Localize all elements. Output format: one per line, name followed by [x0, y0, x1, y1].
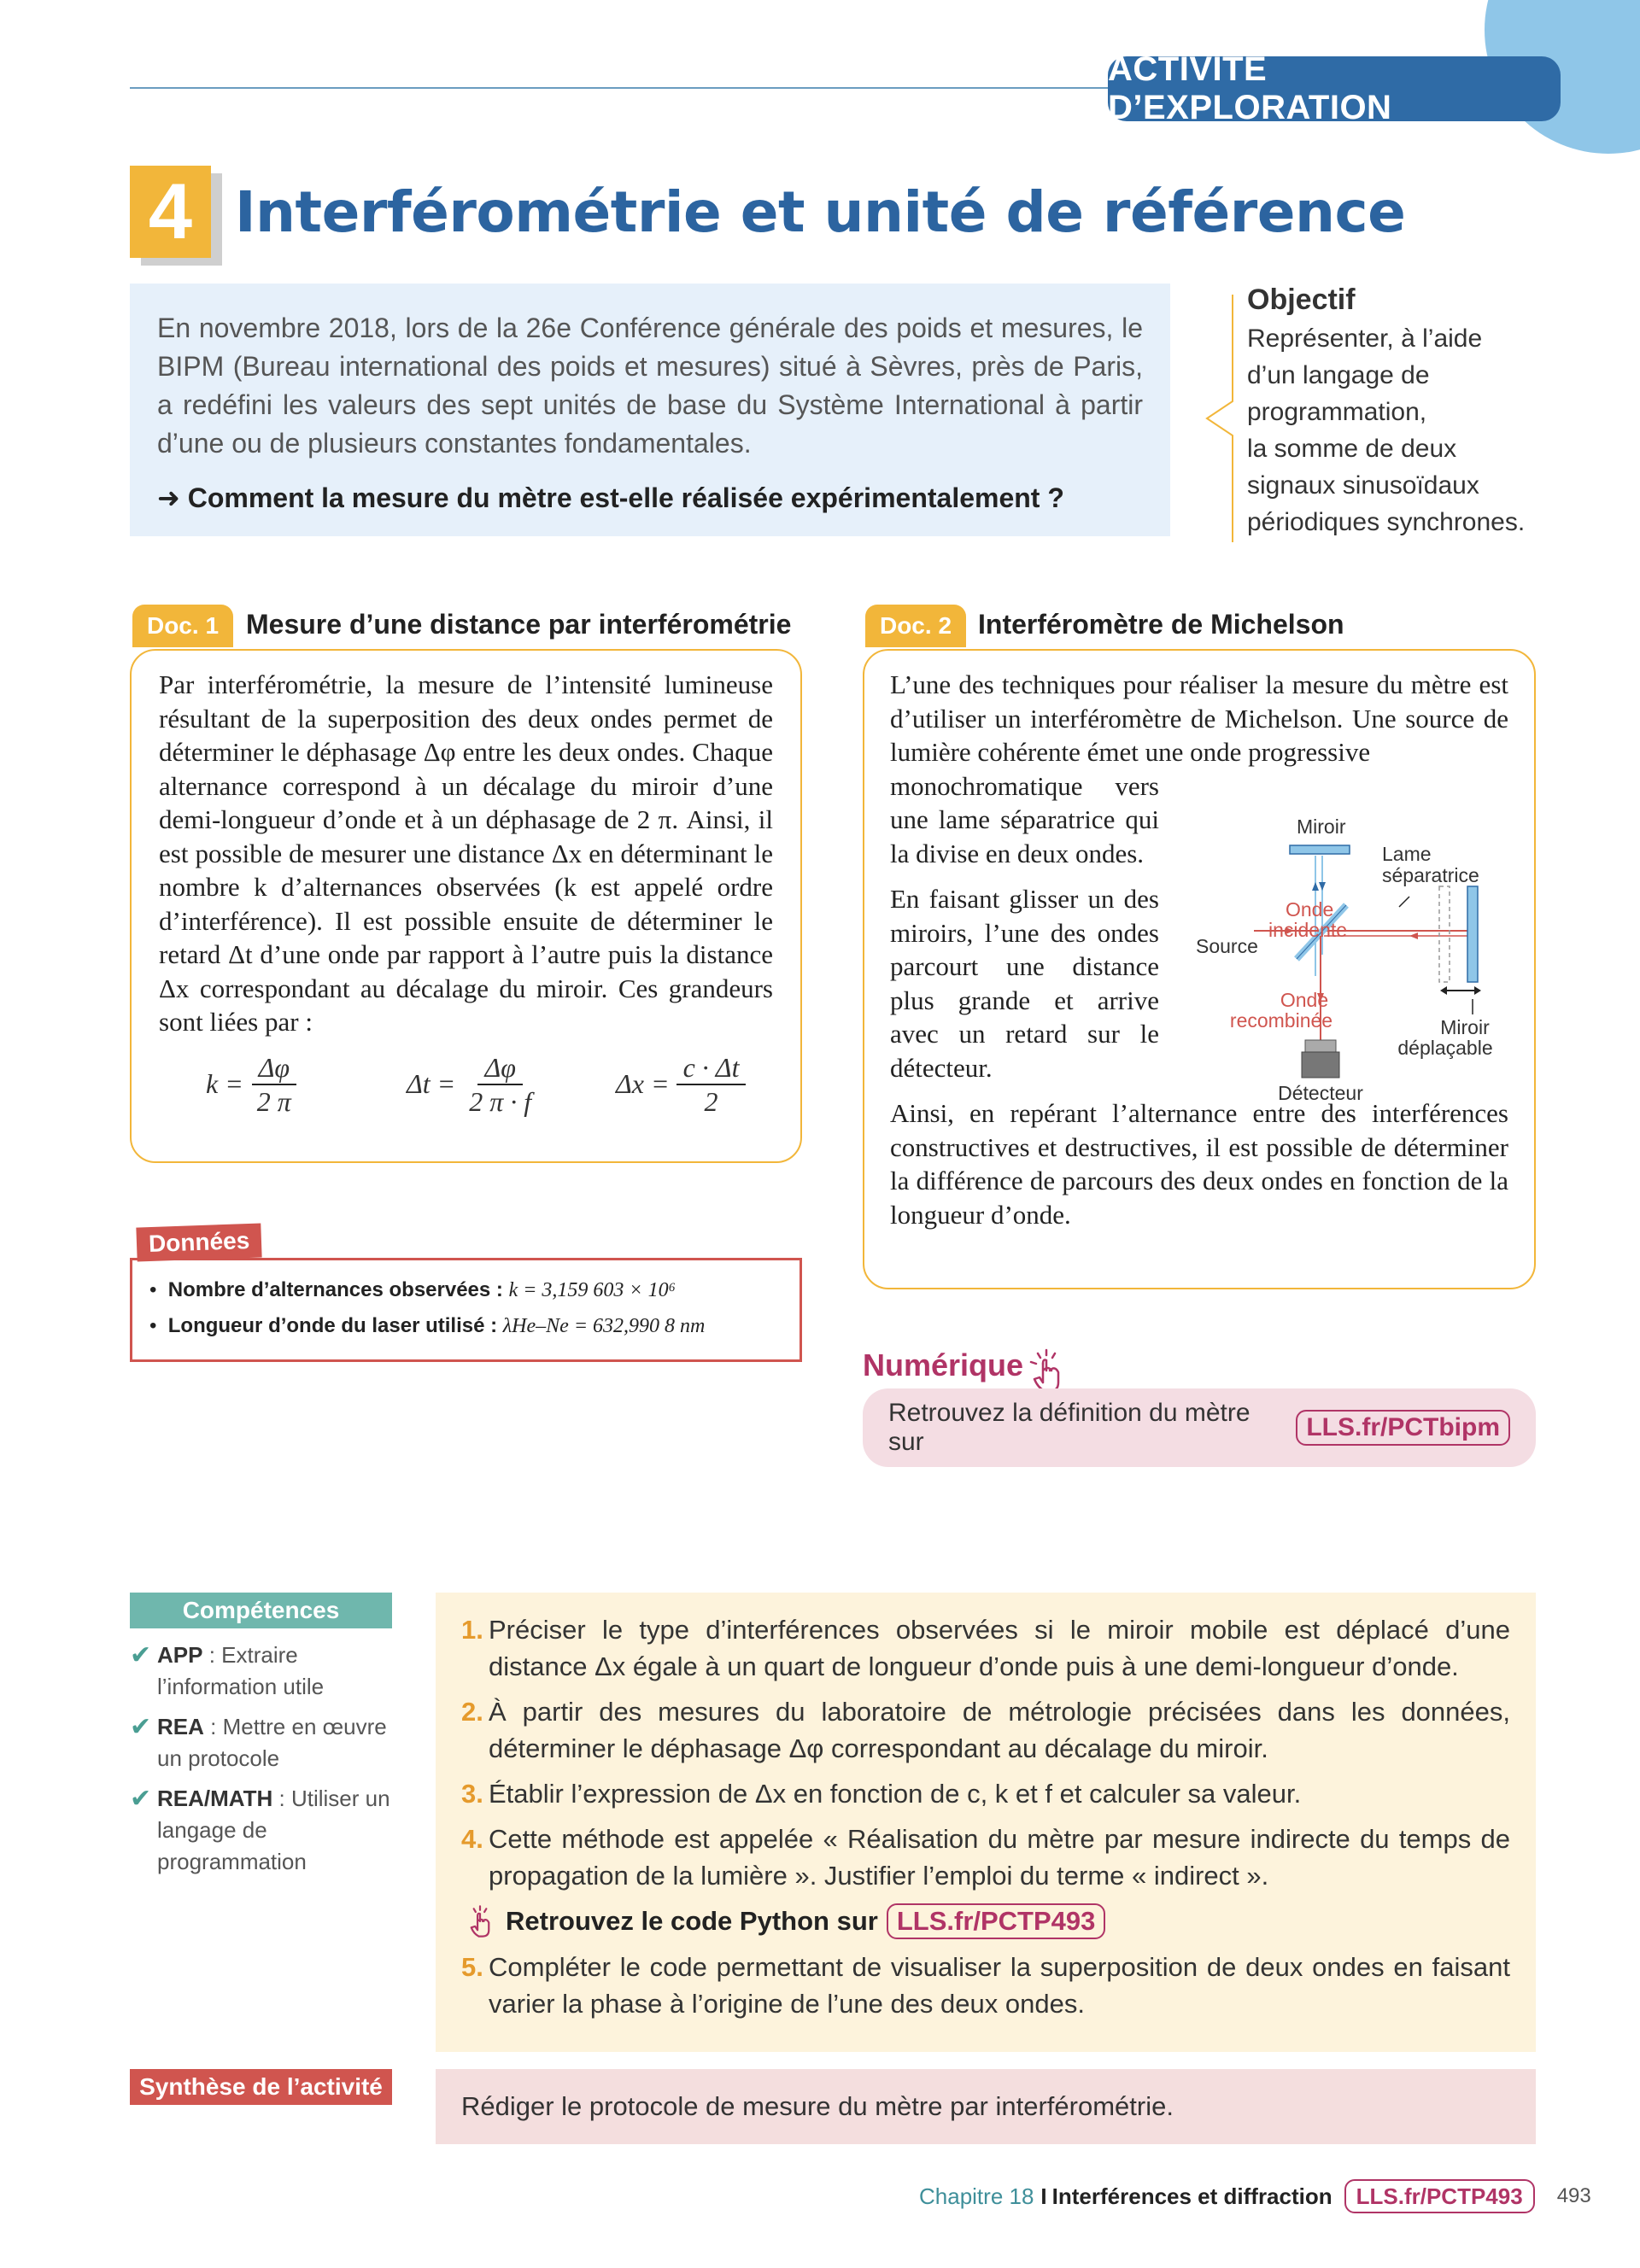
question-text: Compléter le code permettant de visualiser la superposition de deux ondes en faisant varier la phase à l’origine de l’une des deux ondes. — [489, 1952, 1510, 2019]
label-movable-mirror-1: Miroir — [1440, 1016, 1490, 1038]
page-footer — [919, 2179, 1591, 2213]
question-item — [461, 1949, 1510, 2022]
question-number: 1. — [461, 1615, 483, 1645]
formula-fraction — [676, 1051, 747, 1118]
activity-type-badge: ACTIVITÉ D’EXPLORATION — [1108, 56, 1561, 121]
formula-k — [206, 1051, 298, 1118]
question-text: Cette méthode est appelée « Réalisation du mètre par mesure indirecte du temps de propagation de la lumière ». Justifier l’emploi du terme « indirect ». — [489, 1824, 1510, 1891]
question-text: À partir des mesures du laboratoire de métrologie précisées dans les données, déterminer le déphasage Δφ correspondant au décalage du miroir. — [489, 1697, 1510, 1763]
competence-code: REA — [157, 1714, 204, 1739]
label-incident-2: incidente — [1268, 919, 1348, 941]
question-text: Préciser le type d’interférences observées si le miroir mobile est déplacé d’une distance Δx égale à un quart de longueur d’onde puis à une demi-longueur d’onde. — [489, 1615, 1510, 1681]
numerique-box — [863, 1388, 1536, 1467]
question-item — [461, 1775, 1510, 1812]
arrow-up — [1312, 882, 1319, 891]
question-number: 2. — [461, 1697, 483, 1727]
formula-delta-x — [616, 1051, 746, 1118]
objectif-title: Objectif — [1247, 284, 1356, 316]
questions-box — [436, 1593, 1536, 2052]
competence-text: : Mettre en œuvre un protocole — [157, 1714, 387, 1771]
formula-numerator: Δφ — [477, 1051, 522, 1085]
header-rule — [130, 87, 1121, 89]
doc2-paragraph-2: En faisant glisser un des miroirs, l’une des ondes parcourt une distance plus grande et arrive avec un retard sur le détecteur. — [890, 884, 1159, 1083]
python-link[interactable]: LLS.fr/PCTP493 — [887, 1903, 1106, 1939]
page-number: 493 — [1556, 2184, 1591, 2207]
footer-link[interactable]: LLS.fr/PCTP493 — [1344, 2179, 1535, 2213]
donnee-item: • Longueur d’onde du laser utilisé : λHe–Ne = 632,990 8 nm — [149, 1314, 706, 1337]
question-number: 5. — [461, 1952, 483, 1982]
objectif-line: Représenter, à l’aide — [1247, 324, 1483, 353]
label-mirror: Miroir — [1297, 815, 1346, 838]
formula-lhs: k = — [206, 1068, 243, 1099]
check-icon: ✔ — [130, 1785, 152, 1813]
label-recombined-1: Onde — [1280, 989, 1329, 1011]
synthese-text: Rédiger le protocole de mesure du mètre par interférométrie. — [461, 2091, 1174, 2121]
donnee-value: k = 3,159 603 × 10⁶ — [508, 1279, 676, 1301]
label-recombined-2: recombinée — [1229, 1009, 1333, 1032]
numerique-title: Numérique — [863, 1347, 1024, 1382]
python-code-line — [461, 1903, 1510, 1940]
competence-code: REA/MATH — [157, 1786, 273, 1811]
formula-denominator: 2 π — [256, 1085, 291, 1117]
formula-delta-t — [407, 1051, 538, 1118]
footer-chapter-title: Interférences et diffraction — [1051, 2183, 1332, 2209]
objectif-line: la somme de deux — [1247, 435, 1457, 463]
competence-text: : Extraire l’information utile — [157, 1642, 325, 1699]
footer-chapter: Chapitre 18 — [919, 2183, 1034, 2209]
hand-click-icon — [461, 1903, 499, 1940]
label-movable-mirror-2: déplaçable — [1397, 1037, 1493, 1059]
formula-fraction — [462, 1051, 538, 1118]
fixed-mirror — [1290, 845, 1350, 854]
mirror-old-position — [1439, 886, 1450, 982]
formula-lhs: Δx = — [616, 1068, 670, 1099]
doc2-tag: Doc. 2 — [865, 605, 966, 647]
splitter-pointer — [1399, 897, 1409, 907]
doc2-title: Interféromètre de Michelson — [978, 609, 1344, 640]
formula-lhs: Δt = — [407, 1068, 456, 1099]
displacement-arrow-left — [1440, 986, 1447, 995]
label-incident-1: Onde — [1286, 898, 1334, 921]
michelson-diagram — [1196, 801, 1512, 1113]
question-item — [461, 1611, 1510, 1685]
donnee-label: Longueur d’onde du laser utilisé : — [167, 1314, 498, 1337]
synthese-tag: Synthèse de l’activité — [130, 2069, 392, 2105]
doc1-box — [130, 649, 802, 1163]
doc2-paragraph-3: Ainsi, en repérant l’alternance entre des interférences constructives et destructives, il est possible de déterminer la différence de parcours des deux ondes en fonction de la longueur d’onde. — [890, 1098, 1508, 1230]
label-source: Source — [1196, 935, 1258, 957]
python-text: Retrouvez le code Python sur — [506, 1906, 878, 1936]
doc1-tag: Doc. 1 — [132, 605, 233, 647]
objectif-line: signaux sinusoïdaux — [1247, 471, 1479, 500]
question-number: 3. — [461, 1779, 483, 1809]
check-icon: ✔ — [130, 1641, 152, 1669]
doc2-paragraph-1-continued: monochromatique vers une lame séparatrice qui la divise en deux ondes. — [890, 770, 1159, 868]
donnee-label: Nombre d’alternances observées : — [167, 1278, 503, 1301]
formula-denominator: 2 — [704, 1085, 718, 1117]
formula-numerator: c · Δt — [676, 1051, 747, 1085]
question-item — [461, 1821, 1510, 1894]
synthese-box — [436, 2069, 1536, 2144]
competences-tag: Compétences — [130, 1593, 392, 1628]
formula-denominator: 2 π · f — [469, 1085, 532, 1117]
formula-numerator: Δφ — [252, 1051, 296, 1085]
objectif-line: programmation, — [1247, 398, 1427, 426]
activity-number: 4 — [130, 166, 211, 258]
arrow-left — [1409, 932, 1418, 939]
label-splitter-2: séparatrice — [1382, 864, 1479, 886]
question-item — [461, 1693, 1510, 1767]
objectif-line: périodiques synchrones. — [1247, 508, 1526, 536]
formula-fraction — [250, 1051, 298, 1118]
label-detector: Détecteur — [1278, 1082, 1363, 1104]
intro-text: En novembre 2018, lors de la 26e Conférence générale des poids et mesures, le BIPM (Bureau international des poids et mesures) situé à Sèvres, près de Paris, a redéfini les valeurs des sept unités de base du Système International à partir d’une ou de plusieurs constantes fondamentales. — [157, 313, 1143, 459]
numerique-text: Retrouvez la définition du mètre sur — [888, 1399, 1250, 1456]
doc2-left-column — [890, 769, 1159, 1085]
objectif-text — [1247, 320, 1529, 541]
label-splitter-1: Lame — [1382, 843, 1432, 865]
competence-item — [130, 1640, 403, 1703]
check-icon: ✔ — [130, 1713, 152, 1741]
detector-body — [1302, 1052, 1339, 1078]
donnee-value: λHe–Ne = 632,990 8 nm — [502, 1315, 706, 1337]
competence-item — [130, 1783, 403, 1878]
movable-mirror — [1467, 886, 1478, 982]
competence-code: APP — [157, 1642, 203, 1668]
competence-text: : Utiliser un langage de programmation — [157, 1786, 390, 1874]
footer-separator: I — [1040, 2183, 1047, 2209]
detector-cap — [1305, 1040, 1336, 1052]
question-number: 4. — [461, 1824, 483, 1854]
objectif-box — [1247, 284, 1529, 541]
arrow-down — [1319, 882, 1326, 891]
question-text: Établir l’expression de Δx en fonction de c, k et f et calculer sa valeur. — [489, 1779, 1302, 1809]
doc1-formulas — [159, 1051, 773, 1128]
intro-box — [130, 284, 1170, 536]
doc1-text: Par interférométrie, la mesure de l’intensité lumineuse résultant de la superposition des deux ondes permet de déterminer le déphasage Δφ entre les deux ondes. Chaque alternance correspond à un décalage du miroir d’une demi-longueur d’onde et à un déphasage de 2 π. Ainsi, il est possible de mesurer une distance Δx en déterminant le nombre k d’alternances observées (k est appelé ordre d’interférence). Il est possible ensuite de déterminer le retard Δt d’une onde par rapport à l’autre puis la distance Δx correspondant au décalage du miroir. Ces grandeurs sont liées par : — [159, 669, 773, 1037]
donnee-item: • Nombre d’alternances observées : k = 3,159 603 × 10⁶ — [149, 1278, 676, 1301]
objectif-bracket — [1200, 295, 1234, 542]
doc2-paragraph-1: L’une des techniques pour réaliser la mesure du mètre est d’utiliser un interféromètre de Michelson. Une source de lumière cohérente émet une onde progressive — [890, 669, 1508, 767]
displacement-arrow-right — [1474, 986, 1481, 995]
competence-item — [130, 1711, 403, 1774]
intro-question: ➜ Comment la mesure du mètre est-elle réalisée expérimentalement ? — [157, 482, 1064, 513]
numerique-link[interactable]: LLS.fr/PCTbipm — [1296, 1410, 1510, 1446]
competences-list — [130, 1640, 403, 1886]
page-title: Interférométrie et unité de référence — [235, 179, 1406, 245]
donnees-box — [130, 1258, 802, 1362]
objectif-line: d’un langage de — [1247, 361, 1430, 389]
doc1-title: Mesure d’une distance par interférométrie — [246, 609, 792, 640]
donnees-tag: Données — [136, 1223, 262, 1261]
